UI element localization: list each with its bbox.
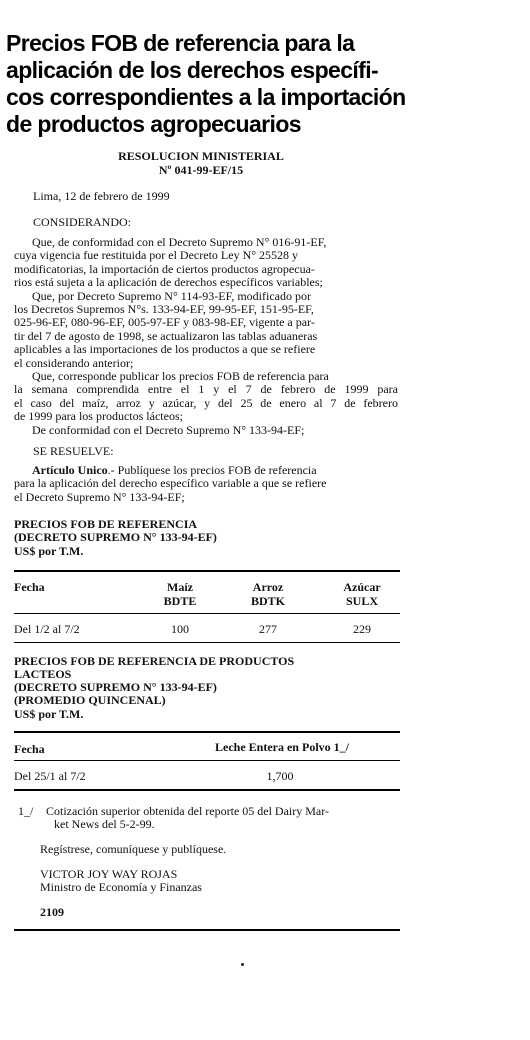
- table1-cell-arroz: 277: [259, 622, 277, 636]
- resolution-number: Nº 041-99-EF/15: [158, 163, 244, 177]
- se-resuelve-heading: SE RESUELVE:: [33, 444, 114, 458]
- table2-col-product: Leche Entera en Polvo 1_/: [215, 740, 349, 754]
- footnote-line: Cotización superior obtenida del reporte 05 del Dairy Mar-: [46, 804, 329, 818]
- table1-col-azucar-code: SULX: [345, 594, 378, 608]
- table1-col-arroz-code: BDTK: [250, 594, 285, 608]
- table1-col-azucar: Azúcar: [343, 580, 381, 594]
- table2-bottom-rule: [14, 789, 400, 791]
- body-line: Que, de conformidad con el Decreto Supremo N° 016-91-EF,: [32, 236, 327, 249]
- table2-heading-cont: LACTEOS: [14, 667, 72, 681]
- table1-bottom-rule: [14, 642, 400, 643]
- table2-col-fecha: Fecha: [14, 742, 45, 756]
- body-line: modificatorias, la importación de ciertos productos agropecua-: [14, 262, 315, 276]
- footnote-line: ket News del 5-2-99.: [54, 817, 155, 831]
- table2-header-rule: [14, 760, 400, 761]
- table1-top-rule: [14, 570, 400, 572]
- table1-subheading: (DECRETO SUPREMO N° 133-94-EF): [14, 530, 217, 544]
- body-line: Que, corresponde publicar los precios FOB de referencia para: [32, 370, 329, 384]
- articulo-label: Artículo Unico: [32, 464, 108, 477]
- body-line: Que, por Decreto Supremo N° 114-93-EF, modificado por: [32, 289, 311, 303]
- articulo-line: el Decreto Supremo N° 133-94-EF;: [14, 490, 185, 504]
- document-end-rule: [14, 929, 400, 931]
- table2-heading: PRECIOS FOB DE REFERENCIA DE PRODUCTOS: [14, 654, 295, 668]
- body-line: cuya vigencia fue restituida por el Decreto Ley N° 25528 y: [14, 249, 299, 263]
- table1-unit: US$ por T.M.: [14, 544, 84, 558]
- signer-title: Ministro de Economía y Finanzas: [40, 880, 202, 894]
- table2-top-rule: [14, 731, 400, 733]
- body-line: el considerando anterior;: [14, 356, 134, 370]
- body-line: tir del 7 de agosto de 1998, se actualizaron las tablas aduaneras: [14, 329, 318, 343]
- closing-text: Regístrese, comuníquese y publíquese.: [40, 842, 227, 856]
- body-line: la semana comprendida entre el 1 y el 7 de febrero de 1999 para: [14, 383, 398, 397]
- headline-line: Precios FOB de referencia para la: [6, 30, 355, 56]
- body-line: de 1999 para los productos lácteos;: [14, 410, 183, 424]
- table1-col-arroz: Arroz: [252, 580, 284, 594]
- considerando-heading: CONSIDERANDO:: [33, 215, 132, 229]
- body-line: aplicables a las importaciones de los productos a que se refiere: [14, 343, 316, 357]
- body-line: 025-96-EF, 080-96-EF, 005-97-EF y 083-98-EF, vigente a par-: [14, 316, 315, 330]
- signer-name: VICTOR JOY WAY ROJAS: [40, 867, 178, 881]
- headline-line: de productos agropecuarios: [6, 111, 301, 137]
- document-date: Lima, 12 de febrero de 1999: [33, 189, 170, 203]
- headline-line: aplicación de los derechos específi-: [6, 57, 379, 83]
- headline-line: cos correspondientes a la importación: [6, 84, 406, 110]
- articulo-paragraph: [14, 464, 398, 504]
- table2-average: (PROMEDIO QUINCENAL): [14, 693, 166, 707]
- table1-col-maiz: Maíz: [167, 580, 193, 594]
- table1-col-fecha: Fecha: [14, 580, 45, 594]
- footnote-mark: 1_/: [18, 804, 34, 818]
- document-code: 2109: [40, 905, 64, 919]
- table1-cell-maiz: 100: [171, 622, 189, 636]
- articulo-line: para la aplicación del derecho específico variable a que se refiere: [14, 477, 327, 491]
- body-line: De conformidad con el Decreto Supremo N° 133-94-EF;: [32, 423, 305, 437]
- body-line: los Decretos Supremos N°s. 133-94-EF, 99-95-EF, 151-95-EF,: [14, 303, 314, 317]
- table1-heading: PRECIOS FOB DE REFERENCIA: [14, 517, 198, 531]
- articulo-text: .- Publíquese los precios FOB de referencia: [107, 464, 317, 477]
- table2-cell-value: 1,700: [266, 769, 294, 783]
- articulo-line: [14, 464, 398, 477]
- table2-row-fecha: Del 25/1 al 7/2: [14, 769, 86, 783]
- body-paragraph: [14, 236, 398, 437]
- table2-unit: US$ por T.M.: [14, 707, 84, 721]
- table2-subheading: (DECRETO SUPREMO N° 133-94-EF): [14, 680, 217, 694]
- table1-col-maiz-code: BDTE: [163, 594, 197, 608]
- headline: [6, 30, 406, 138]
- table1-cell-azucar: 229: [353, 622, 371, 636]
- resolution-title: RESOLUCION MINISTERIAL: [118, 149, 284, 163]
- table1-header-rule: [14, 613, 400, 614]
- body-line: rios está sujeta a la aplicación de derechos específicos variables;: [14, 276, 323, 290]
- table1-row-fecha: Del 1/2 al 7/2: [14, 622, 80, 636]
- scan-speck: [241, 963, 244, 966]
- body-line: el caso del maíz, arroz y azúcar, y del 25 de enero al 7 de febrero: [14, 396, 398, 410]
